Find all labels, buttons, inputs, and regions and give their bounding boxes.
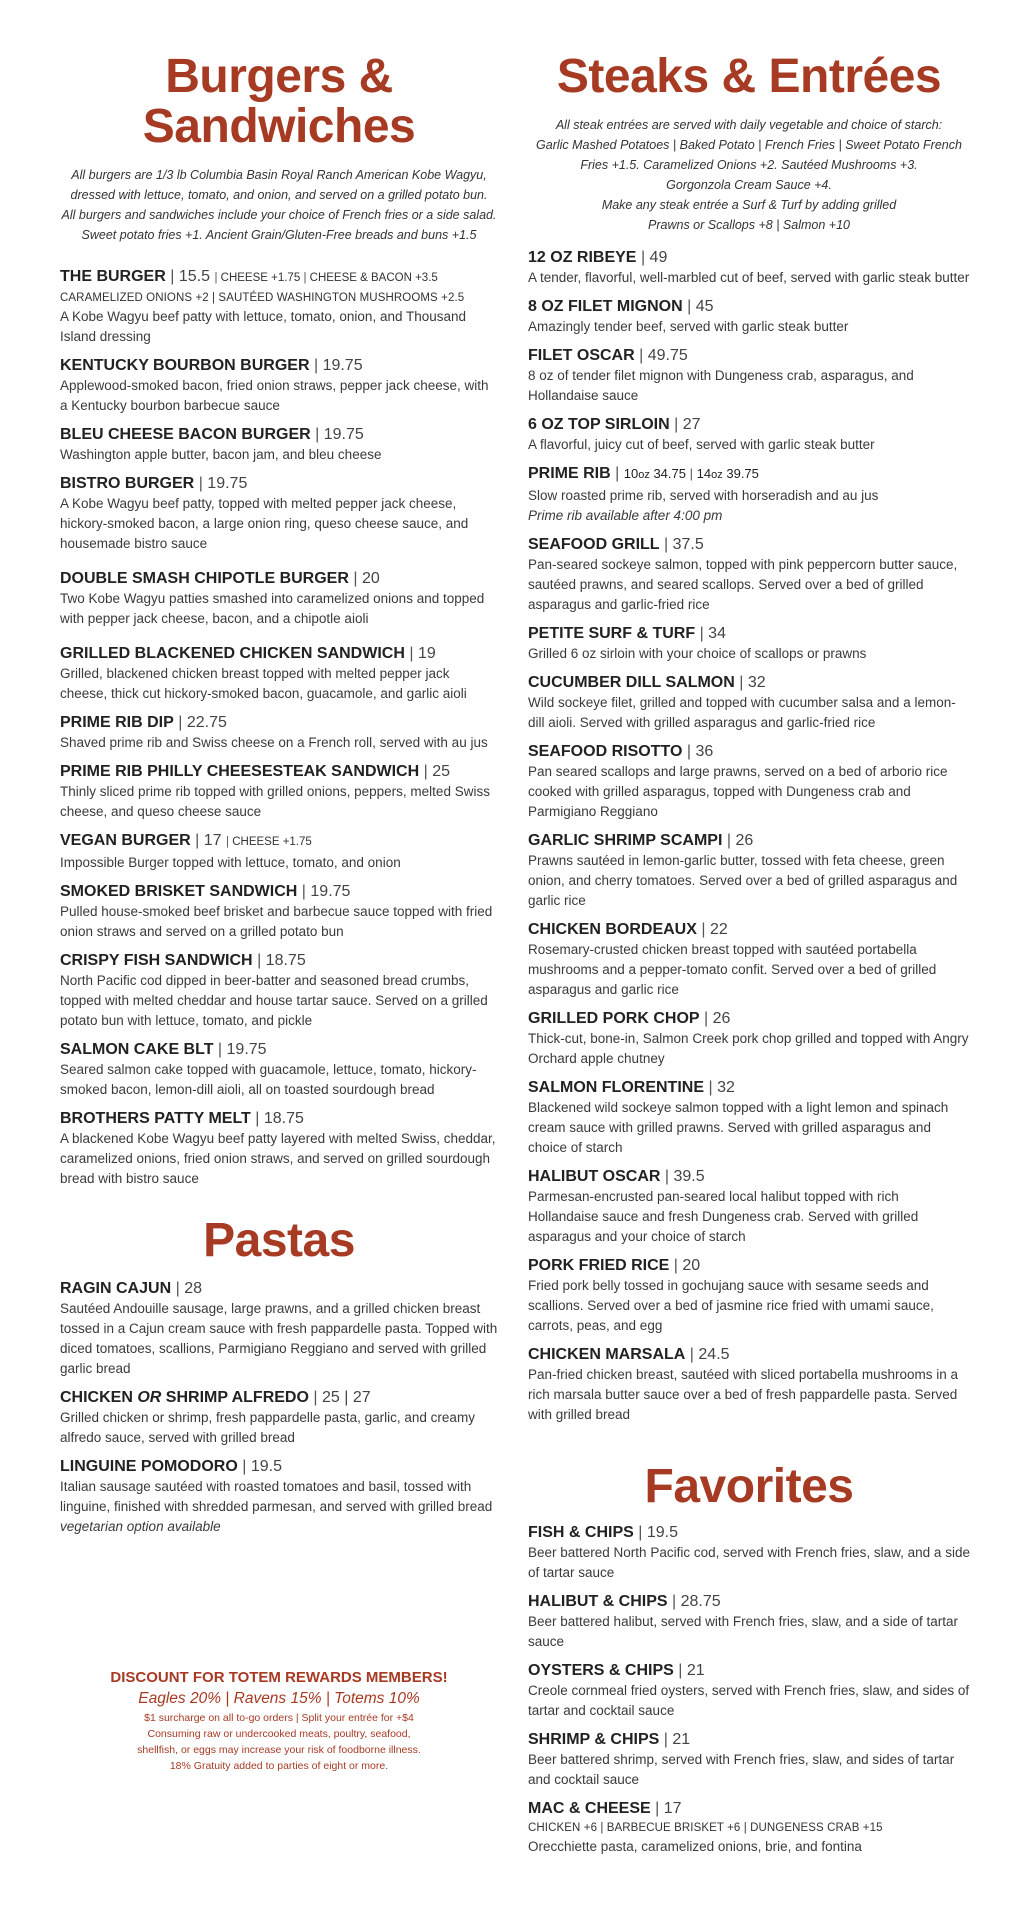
item-price: 19.5 <box>250 1458 282 1475</box>
item-price: 19.75 <box>207 475 248 492</box>
item-addon: CHICKEN +6 | BARBECUE BRISKET +6 | DUNGENESS CRAB +15 <box>528 1822 883 1834</box>
item-price: 34 <box>708 625 726 642</box>
menu-item-seafood-grill: SEAFOOD GRILL | 37.5 Pan-seared sockeye salmon, topped with pink peppercorn butter sauce, sautéed prawns, and seared scallops. Served over a bed of grilled asparagus and garlic-fried rice <box>528 534 970 615</box>
item-name: PETITE SURF & TURF <box>528 625 696 642</box>
menu-item-grilled-blackened-chicken-sandwich: GRILLED BLACKENED CHICKEN SANDWICH | 19 Grilled, blackened chicken breast topped with melted pepper jack cheese, thick cut hickory-smoked bacon, guacamole, and garlic aioli <box>60 643 498 704</box>
item-name: RAGIN CAJUN <box>60 1280 172 1297</box>
item-addon: CHEESE +1.75 <box>220 272 301 284</box>
item-price: 18.75 <box>263 1110 304 1127</box>
item-price: 20 <box>682 1257 701 1274</box>
intro-line: Prawns or Scallops +8 | Salmon +10 <box>648 218 850 232</box>
item-name: SHRIMP & CHIPS <box>528 1731 660 1748</box>
item-name: CHICKEN BORDEAUX <box>528 921 697 938</box>
intro-line: All steak entrées are served with daily vegetable and choice of starch: <box>555 118 943 132</box>
item-description: Parmesan-encrusted pan-seared local halibut topped with rich Hollandaise sauce and fresh Dungeness crab. Served with grilled asparagus and your choice of starch <box>528 1189 919 1244</box>
item-price: 25 | 27 <box>321 1389 371 1406</box>
item-name: FISH & CHIPS <box>528 1524 634 1541</box>
menu-item-ragin-cajun: RAGIN CAJUN | 28 Sautéed Andouille sausage, large prawns, and a grilled chicken breast tossed in a Cajun cream sauce with fresh pappardelle pasta. Topped with diced tomatoes, scallions, Parmigiano Reggiano and served with grilled garlic bread <box>60 1278 498 1379</box>
item-note: Prime rib available after 4:00 pm <box>528 508 723 523</box>
menu-item-bleu-cheese-bacon-burger: BLEU CHEESE BACON BURGER | 19.75 Washington apple butter, bacon jam, and bleu cheese <box>60 424 498 465</box>
menu-item-the-burger: THE BURGER | 15.5 | CHEESE +1.75 | CHEESE & BACON +3.5 CARAMELIZED ONIONS +2 | SAUTÉED WASHINGTON MUSHROOMS +2.5 A Kobe Wagyu beef patty with lettuce, tomato, onion, and Thousand Island dressing <box>60 266 498 347</box>
item-name: GRILLED PORK CHOP <box>528 1010 700 1027</box>
item-name: SEAFOOD GRILL <box>528 536 660 553</box>
item-name: SHRIMP ALFREDO <box>165 1389 309 1406</box>
item-price: 19.75 <box>226 1041 267 1058</box>
item-name: CUCUMBER DILL SALMON <box>528 674 735 691</box>
item-price: 25 <box>432 763 451 780</box>
item-name: VEGAN BURGER <box>60 832 191 849</box>
item-price: 21 <box>672 1731 691 1748</box>
item-name: CRISPY FISH SANDWICH <box>60 952 253 969</box>
item-price: 19.75 <box>322 357 363 374</box>
item-price: 22.75 <box>186 714 227 731</box>
menu-item-pork-fried-rice: PORK FRIED RICE | 20 Fried pork belly tossed in gochujang sauce with sesame seeds and scallions. Served over a bed of jasmine rice fried with umami sauce, carrots, peas, and egg <box>528 1255 970 1336</box>
item-name: SMOKED BRISKET SANDWICH <box>60 883 298 900</box>
item-description: Impossible Burger topped with lettuce, tomato, and onion <box>60 855 401 870</box>
item-name: PRIME RIB PHILLY CHEESESTEAK SANDWICH <box>60 763 420 780</box>
item-description: Pulled house-smoked beef brisket and barbecue sauce topped with fried onion straws and served on a grilled potato bun <box>60 904 493 939</box>
item-name: SALMON FLORENTINE <box>528 1079 704 1096</box>
item-price: 20 <box>361 570 380 587</box>
item-description: Seared salmon cake topped with guacamole, lettuce, tomato, hickory-smoked bacon, lemon-dill aioli, all on toasted sourdough bread <box>60 1062 477 1097</box>
item-description: 8 oz of tender filet mignon with Dungeness crab, asparagus, and Hollandaise sauce <box>528 368 914 403</box>
menu-item-crispy-fish-sandwich: CRISPY FISH SANDWICH | 18.75 North Pacific cod dipped in beer-batter and seasoned bread crumbs, topped with melted cheddar and house tartar sauce. Served on a grilled potato bun with lettuce, tomato, and pickle <box>60 950 498 1031</box>
item-price: 28.75 <box>680 1593 721 1610</box>
item-name: SEAFOOD RISOTTO <box>528 743 683 760</box>
item-name: PRIME RIB <box>528 465 611 482</box>
item-description: Fried pork belly tossed in gochujang sauce with sesame seeds and scallions. Served over a bed of jasmine rice fried with umami sauce, carrots, peas, and egg <box>528 1278 934 1333</box>
discount-footer <box>60 1668 498 1774</box>
item-name: SALMON CAKE BLT <box>60 1041 214 1058</box>
burgers-intro <box>60 165 498 245</box>
item-description: Beer battered halibut, served with French fries, slaw, and a side of tartar sauce <box>528 1614 958 1649</box>
menu-item-halibut-chips: HALIBUT & CHIPS | 28.75 Beer battered halibut, served with French fries, slaw, and a side of tartar sauce <box>528 1591 970 1652</box>
item-name: BLEU CHEESE BACON BURGER <box>60 426 311 443</box>
item-description: A flavorful, juicy cut of beef, served with garlic steak butter <box>528 437 875 452</box>
item-description: North Pacific cod dipped in beer-batter and seasoned bread crumbs, topped with melted cheddar and house tartar sauce. Served on a grilled potato bun with lettuce, tomato, and pickle <box>60 973 488 1028</box>
item-description: Rosemary-crusted chicken breast topped with sautéed portabella mushrooms and a pepper-tomato confit. Served over a bed of grilled asparagus and garlic rice <box>528 942 937 997</box>
intro-line: Garlic Mashed Potatoes | Baked Potato | French Fries | Sweet Potato French <box>536 138 962 152</box>
item-description: Beer battered North Pacific cod, served with French fries, slaw, and a side of tartar sauce <box>528 1545 970 1580</box>
item-description: Pan-seared sockeye salmon, topped with pink peppercorn butter sauce, sautéed prawns, and seared scallops. Served over a bed of grilled asparagus and garlic-fried rice <box>528 557 958 612</box>
item-addon: CHEESE & BACON +3.5 <box>309 272 438 284</box>
menu-item-fish-chips: FISH & CHIPS | 19.5 Beer battered North Pacific cod, served with French fries, slaw, and a side of tartar sauce <box>528 1522 970 1583</box>
item-size: 14 <box>696 466 712 481</box>
item-price: 24.5 <box>698 1346 730 1363</box>
item-name: CHICKEN <box>60 1389 133 1406</box>
item-name: HALIBUT OSCAR <box>528 1168 661 1185</box>
burgers-list <box>60 266 498 1189</box>
item-name: 6 OZ TOP SIRLOIN <box>528 416 670 433</box>
item-description: Slow roasted prime rib, served with horseradish and au jus <box>528 488 879 503</box>
consumer-advisory: Consuming raw or undercooked meats, poultry, seafood, <box>147 1728 411 1740</box>
item-description: Grilled chicken or shrimp, fresh pappardelle pasta, garlic, and creamy alfredo sauce, served with grilled bread <box>60 1410 475 1445</box>
item-description: Pan-fried chicken breast, sautéed with sliced portabella mushrooms in a rich marsala butter sauce over a bed of fresh pappardelle pasta. Served with grilled bread <box>528 1367 958 1422</box>
item-description: Shaved prime rib and Swiss cheese on a French roll, served with au jus <box>60 735 488 750</box>
intro-line: Sweet potato fries +1. Ancient Grain/Gluten-Free breads and buns +1.5 <box>81 228 477 242</box>
item-description: Prawns sautéed in lemon-garlic butter, tossed with feta cheese, green onion, and cherry tomatoes. Served over a bed of grilled asparagus and garlic rice <box>528 853 958 908</box>
item-price: 17 <box>203 832 222 849</box>
surcharge-note: $1 surcharge on all to-go orders | Split your entrée for +$4 <box>144 1712 414 1724</box>
item-price: 49.75 <box>647 347 688 364</box>
menu-item-seafood-risotto: SEAFOOD RISOTTO | 36 Pan seared scallops and large prawns, served on a bed of arborio rice cooked with grilled asparagus, topped with Dungeness crab and Parmigiano Reggiano <box>528 741 970 822</box>
intro-line: Fries +1.5. Caramelized Onions +2. Sautéed Mushrooms +3. <box>580 158 918 172</box>
item-description: Washington apple butter, bacon jam, and bleu cheese <box>60 447 382 462</box>
intro-line: Make any steak entrée a Surf & Turf by adding grilled <box>601 198 897 212</box>
item-description: Two Kobe Wagyu patties smashed into caramelized onions and topped with pepper jack cheese, bacon, and a chipotle aioli <box>60 591 485 626</box>
item-addon: CHEESE +1.75 <box>232 836 312 848</box>
menu-item-vegan-burger: VEGAN BURGER | 17 | CHEESE +1.75 Impossible Burger topped with lettuce, tomato, and onion <box>60 830 498 873</box>
intro-line: All burgers and sandwiches include your choice of French fries or a side salad. <box>61 208 497 222</box>
steaks-list <box>528 247 970 1425</box>
item-size: 10 <box>623 466 639 481</box>
menu-item-shrimp-chips: SHRIMP & CHIPS | 21 Beer battered shrimp, served with French fries, slaw, and sides of tartar and cocktail sauce <box>528 1729 970 1790</box>
item-description: Thinly sliced prime rib topped with grilled onions, peppers, melted Swiss cheese, and queso cheese sauce <box>60 784 490 819</box>
item-description: Blackened wild sockeye salmon topped with a light lemon and spinach cream sauce with grilled prawns. Served with grilled asparagus and choice of starch <box>528 1100 949 1155</box>
item-description: A Kobe Wagyu beef patty with lettuce, tomato, onion, and Thousand Island dressing <box>60 309 467 344</box>
menu-item-linguine-pomodoro: LINGUINE POMODORO | 19.5 Italian sausage sautéed with roasted tomatoes and basil, tossed with linguine, finished with shredded parmesan, and served with grilled bread vegetarian option available <box>60 1456 498 1537</box>
menu-item-12oz-ribeye: 12 OZ RIBEYE | 49 A tender, flavorful, well-marbled cut of beef, served with garlic steak butter <box>528 247 970 288</box>
item-price: 39.75 <box>726 466 759 481</box>
menu-item-6oz-top-sirloin: 6 OZ TOP SIRLOIN | 27 A flavorful, juicy cut of beef, served with garlic steak butter <box>528 414 970 455</box>
menu-item-oysters-chips: OYSTERS & CHIPS | 21 Creole cornmeal fried oysters, served with French fries, slaw, and sides of tartar and cocktail sauce <box>528 1660 970 1721</box>
item-name: CHICKEN MARSALA <box>528 1346 686 1363</box>
item-description: A tender, flavorful, well-marbled cut of beef, served with garlic steak butter <box>528 270 970 285</box>
item-description: Wild sockeye filet, grilled and topped with cucumber salsa and a lemon-dill aioli. Served with grilled asparagus and garlic-fried rice <box>528 695 956 730</box>
intro-line: All burgers are 1/3 lb Columbia Basin Royal Ranch American Kobe Wagyu, <box>71 168 487 182</box>
favorites-list <box>528 1522 970 1857</box>
item-description: Thick-cut, bone-in, Salmon Creek pork chop grilled and topped with Angry Orchard apple chutney <box>528 1031 969 1066</box>
item-price: 27 <box>682 416 701 433</box>
menu-item-garlic-shrimp-scampi: GARLIC SHRIMP SCAMPI | 26 Prawns sautéed in lemon-garlic butter, tossed with feta cheese, green onion, and cherry tomatoes. Served over a bed of grilled asparagus and garlic rice <box>528 830 970 911</box>
menu-item-filet-oscar: FILET OSCAR | 49.75 8 oz of tender filet mignon with Dungeness crab, asparagus, and Hollandaise sauce <box>528 345 970 406</box>
item-price: 36 <box>695 743 714 760</box>
menu-item-cucumber-dill-salmon: CUCUMBER DILL SALMON | 32 Wild sockeye filet, grilled and topped with cucumber salsa and a lemon-dill aioli. Served with grilled asparagus and garlic-fried rice <box>528 672 970 733</box>
item-name: GRILLED BLACKENED CHICKEN SANDWICH <box>60 645 405 662</box>
item-description: Grilled 6 oz sirloin with your choice of scallops or prawns <box>528 646 867 661</box>
menu-item-smoked-brisket-sandwich: SMOKED BRISKET SANDWICH | 19.75 Pulled house-smoked beef brisket and barbecue sauce topped with fried onion straws and served on a grilled potato bun <box>60 881 498 942</box>
item-price: 49 <box>649 249 668 266</box>
item-price: 26 <box>712 1010 731 1027</box>
item-price: 17 <box>663 1800 682 1817</box>
item-name: PRIME RIB DIP <box>60 714 174 731</box>
item-description: Italian sausage sautéed with roasted tomatoes and basil, tossed with linguine, finished with shredded parmesan, and served with grilled bread <box>60 1479 493 1514</box>
menu-item-brothers-patty-melt: BROTHERS PATTY MELT | 18.75 A blackened Kobe Wagyu beef patty layered with melted Swiss, cheddar, caramelized onions, fried onion straws, and served on grilled sourdough bread with bistro sauce <box>60 1108 498 1189</box>
item-price: 19 <box>417 645 436 662</box>
menu-item-salmon-florentine: SALMON FLORENTINE | 32 Blackened wild sockeye salmon topped with a light lemon and spinach cream sauce with grilled prawns. Served with grilled asparagus and choice of starch <box>528 1077 970 1158</box>
item-price: 32 <box>717 1079 735 1096</box>
item-name: KENTUCKY BOURBON BURGER <box>60 357 310 374</box>
item-description: Orecchiette pasta, caramelized onions, brie, and fontina <box>528 1839 862 1854</box>
menu-item-prime-rib-philly-cheesesteak: PRIME RIB PHILLY CHEESESTEAK SANDWICH | 25 Thinly sliced prime rib topped with grilled onions, peppers, melted Swiss cheese, and queso cheese sauce <box>60 761 498 822</box>
item-description: Sautéed Andouille sausage, large prawns, and a grilled chicken breast tossed in a Cajun cream sauce with fresh pappardelle pasta. Topped with diced tomatoes, scallions, Parmigiano Reggiano and served with grilled garlic bread <box>60 1301 498 1376</box>
item-addon: CARAMELIZED ONIONS +2 | SAUTÉED WASHINGTON MUSHROOMS +2.5 <box>60 292 465 304</box>
item-price: 26 <box>735 832 754 849</box>
gratuity-note: 18% Gratuity added to parties of eight or more. <box>169 1760 389 1772</box>
intro-line: Gorgonzola Cream Sauce +4. <box>666 178 832 192</box>
item-name: 12 OZ RIBEYE <box>528 249 637 266</box>
menu-item-prime-rib: PRIME RIB | 10oz 34.75 | 14oz 39.75 Slow roasted prime rib, served with horseradish and au jus Prime rib available after 4:00 pm <box>528 463 970 526</box>
item-description: Pan seared scallops and large prawns, served on a bed of arborio rice cooked with grilled asparagus, topped with Dungeness crab and Parmigiano Reggiano <box>528 764 948 819</box>
menu-item-mac-cheese: MAC & CHEESE | 17 CHICKEN +6 | BARBECUE BRISKET +6 | DUNGENESS CRAB +15 Orecchiette pasta, caramelized onions, brie, and fontina <box>528 1798 970 1857</box>
steaks-intro <box>528 115 970 235</box>
burgers-sandwiches-title: Burgers & Sandwiches <box>142 50 416 153</box>
item-name: BISTRO BURGER <box>60 475 195 492</box>
item-price: 45 <box>695 298 714 315</box>
item-price: 22 <box>709 921 728 938</box>
item-name: DOUBLE SMASH CHIPOTLE BURGER <box>60 570 349 587</box>
item-price: 19.75 <box>323 426 364 443</box>
item-price: 15.5 <box>178 268 210 285</box>
item-price: 21 <box>686 1662 705 1679</box>
item-description: Applewood-smoked bacon, fried onion straws, pepper jack cheese, with a Kentucky bourbon barbecue sauce <box>60 378 489 413</box>
item-unit: oz <box>711 469 723 481</box>
item-name: THE BURGER <box>60 268 166 285</box>
item-price: 32 <box>747 674 766 691</box>
menu-item-8oz-filet-mignon: 8 OZ FILET MIGNON | 45 Amazingly tender beef, served with garlic steak butter <box>528 296 970 337</box>
menu-item-chicken-marsala: CHICKEN MARSALA | 24.5 Pan-fried chicken breast, sautéed with sliced portabella mushrooms in a rich marsala butter sauce over a bed of fresh pappardelle pasta. Served with grilled bread <box>528 1344 970 1425</box>
rewards-title: DISCOUNT FOR TOTEM REWARDS MEMBERS! <box>110 1669 448 1686</box>
item-description: Creole cornmeal fried oysters, served with French fries, slaw, and sides of tartar and cocktail sauce <box>528 1683 970 1718</box>
consumer-advisory: shellfish, or eggs may increase your risk of foodborne illness. <box>137 1744 421 1756</box>
item-name: OR <box>137 1389 162 1406</box>
menu-item-prime-rib-dip: PRIME RIB DIP | 22.75 Shaved prime rib and Swiss cheese on a French roll, served with au jus <box>60 712 498 753</box>
item-description: A Kobe Wagyu beef patty, topped with melted pepper jack cheese, hickory-smoked bacon, a large onion ring, queso cheese sauce, and housemade bistro sauce <box>60 496 469 551</box>
steaks-entrees-title: Steaks & Entrées <box>556 50 942 103</box>
item-name: BROTHERS PATTY MELT <box>60 1110 251 1127</box>
item-description: Grilled, blackened chicken breast topped with melted pepper jack cheese, thick cut hickory-smoked bacon, guacamole, and garlic aioli <box>60 666 467 701</box>
item-note: vegetarian option available <box>60 1519 221 1534</box>
item-description: Beer battered shrimp, served with French fries, slaw, and sides of tartar and cocktail sauce <box>528 1752 955 1787</box>
item-price: 39.5 <box>673 1168 705 1185</box>
item-price: 19.5 <box>646 1524 678 1541</box>
item-description: Amazingly tender beef, served with garlic steak butter <box>528 319 849 334</box>
item-price: 34.75 <box>653 466 686 481</box>
item-name: HALIBUT & CHIPS <box>528 1593 668 1610</box>
menu-item-bistro-burger: BISTRO BURGER | 19.75 A Kobe Wagyu beef patty, topped with melted pepper jack cheese, hickory-smoked bacon, a large onion ring, queso cheese sauce, and housemade bistro sauce <box>60 473 498 554</box>
item-name: FILET OSCAR <box>528 347 635 364</box>
item-description: A blackened Kobe Wagyu beef patty layered with melted Swiss, cheddar, caramelized onions, fried onion straws, and served on grilled sourdough bread with bistro sauce <box>60 1131 496 1186</box>
item-price: 19.75 <box>310 883 351 900</box>
item-name: MAC & CHEESE <box>528 1800 651 1817</box>
menu-item-kentucky-bourbon-burger: KENTUCKY BOURBON BURGER | 19.75 Applewood-smoked bacon, fried onion straws, pepper jack cheese, with a Kentucky bourbon barbecue sauce <box>60 355 498 416</box>
pastas-title: Pastas <box>203 1214 355 1267</box>
item-name: LINGUINE POMODORO <box>60 1458 238 1475</box>
favorites-title: Favorites <box>644 1460 854 1513</box>
menu-item-petite-surf-turf: PETITE SURF & TURF | 34 Grilled 6 oz sirloin with your choice of scallops or prawns <box>528 623 970 664</box>
menu-item-halibut-oscar: HALIBUT OSCAR | 39.5 Parmesan-encrusted pan-seared local halibut topped with rich Hollandaise sauce and fresh Dungeness crab. Served with grilled asparagus and your choice of starch <box>528 1166 970 1247</box>
menu-item-chicken-or-shrimp-alfredo: CHICKEN OR SHRIMP ALFREDO | 25 | 27 Grilled chicken or shrimp, fresh pappardelle pasta, garlic, and creamy alfredo sauce, served with grilled bread <box>60 1387 498 1448</box>
item-price: 18.75 <box>265 952 306 969</box>
menu-item-salmon-cake-blt: SALMON CAKE BLT | 19.75 Seared salmon cake topped with guacamole, lettuce, tomato, hickory-smoked bacon, lemon-dill aioli, all on toasted sourdough bread <box>60 1039 498 1100</box>
rewards-tiers: Eagles 20% | Ravens 15% | Totems 10% <box>138 1690 420 1707</box>
item-name: GARLIC SHRIMP SCAMPI <box>528 832 723 849</box>
pastas-list <box>60 1278 498 1537</box>
menu-item-grilled-pork-chop: GRILLED PORK CHOP | 26 Thick-cut, bone-in, Salmon Creek pork chop grilled and topped with Angry Orchard apple chutney <box>528 1008 970 1069</box>
item-name: PORK FRIED RICE <box>528 1257 670 1274</box>
intro-line: dressed with lettuce, tomato, and onion, and served on a grilled potato bun. <box>70 188 488 202</box>
item-name: 8 OZ FILET MIGNON <box>528 298 683 315</box>
item-name: OYSTERS & CHIPS <box>528 1662 674 1679</box>
item-price: 37.5 <box>672 536 704 553</box>
item-unit: oz <box>638 469 650 481</box>
menu-item-double-smash-chipotle-burger: DOUBLE SMASH CHIPOTLE BURGER | 20 Two Kobe Wagyu patties smashed into caramelized onions and topped with pepper jack cheese, bacon, and a chipotle aioli <box>60 568 498 629</box>
item-price: 28 <box>184 1280 202 1297</box>
menu-item-chicken-bordeaux: CHICKEN BORDEAUX | 22 Rosemary-crusted chicken breast topped with sautéed portabella mushrooms and a pepper-tomato confit. Served over a bed of grilled asparagus and garlic rice <box>528 919 970 1000</box>
